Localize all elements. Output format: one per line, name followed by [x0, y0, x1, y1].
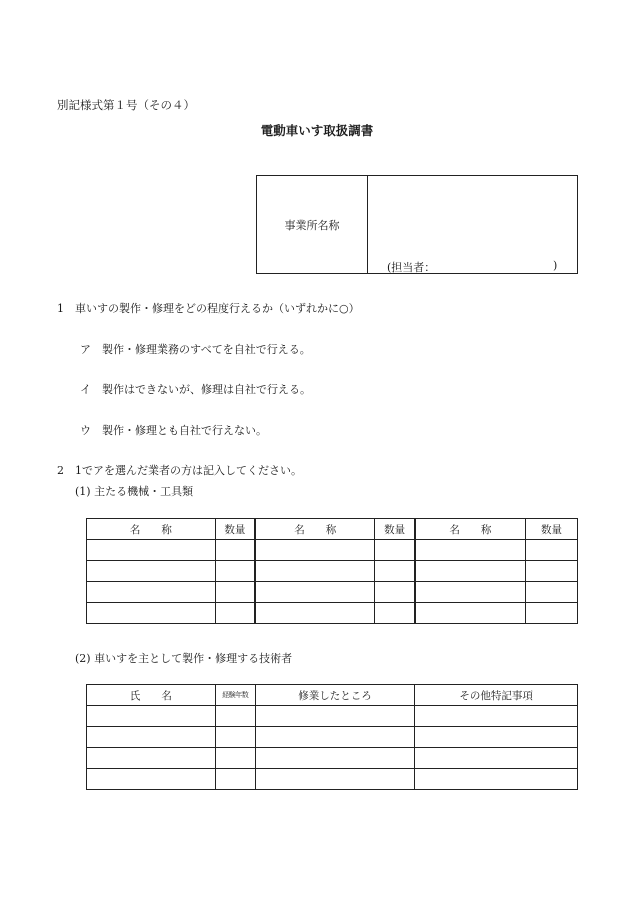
table-cell[interactable]	[375, 582, 415, 603]
staff-header-training: 修業したところ	[255, 685, 415, 706]
form-number: 別記様式第１号（その４）	[57, 98, 195, 112]
staff-header-notes: その他特記事項	[415, 685, 578, 706]
question-2: 2 1でアを選んだ業者の方は記入してください。	[57, 464, 302, 477]
table-cell[interactable]	[415, 603, 526, 624]
table-row	[87, 603, 578, 624]
table-cell[interactable]	[87, 603, 216, 624]
question-1: 1 車いすの製作・修理をどの程度行えるか（いずれかに○）	[57, 302, 360, 315]
table-cell[interactable]	[255, 603, 375, 624]
tools-subheading: (1) 主たる機械・工具類	[75, 485, 194, 498]
table-cell[interactable]	[215, 582, 255, 603]
option-a: ア 製作・修理業務のすべてを自社で行える。	[80, 343, 311, 356]
table-row	[87, 540, 578, 561]
document-title: 電動車いす取扱調書	[260, 123, 374, 138]
office-name-label: 事業所名称	[257, 176, 368, 273]
tools-header-qty: 数量	[215, 519, 255, 540]
office-manager-close: )	[553, 259, 558, 272]
table-cell[interactable]	[87, 561, 216, 582]
tools-header-row	[87, 519, 578, 540]
table-cell[interactable]	[415, 706, 578, 727]
table-cell[interactable]	[255, 748, 415, 769]
table-cell[interactable]	[215, 706, 255, 727]
staff-table	[86, 684, 578, 790]
table-row	[87, 748, 578, 769]
staff-header-row	[87, 685, 578, 706]
table-cell[interactable]	[87, 706, 216, 727]
tools-header-name: 名 称	[87, 519, 216, 540]
table-cell[interactable]	[215, 727, 255, 748]
table-cell[interactable]	[375, 540, 415, 561]
office-name-box	[256, 175, 578, 274]
table-row	[87, 769, 578, 790]
table-cell[interactable]	[255, 582, 375, 603]
table-cell[interactable]	[255, 727, 415, 748]
tools-header-name: 名 称	[415, 519, 526, 540]
tools-header-qty: 数量	[375, 519, 415, 540]
table-cell[interactable]	[255, 769, 415, 790]
table-cell[interactable]	[526, 603, 578, 624]
table-row	[87, 561, 578, 582]
table-cell[interactable]	[415, 748, 578, 769]
table-cell[interactable]	[87, 727, 216, 748]
table-row	[87, 727, 578, 748]
table-cell[interactable]	[215, 561, 255, 582]
table-cell[interactable]	[415, 727, 578, 748]
table-cell[interactable]	[255, 540, 375, 561]
table-cell[interactable]	[375, 603, 415, 624]
table-cell[interactable]	[415, 769, 578, 790]
table-row	[87, 706, 578, 727]
tools-table	[86, 518, 578, 624]
table-cell[interactable]	[375, 561, 415, 582]
staff-header-experience: 経験年数	[215, 685, 255, 706]
table-cell[interactable]	[87, 582, 216, 603]
table-cell[interactable]	[415, 540, 526, 561]
table-cell[interactable]	[255, 561, 375, 582]
table-cell[interactable]	[526, 540, 578, 561]
table-cell[interactable]	[215, 603, 255, 624]
table-cell[interactable]	[526, 582, 578, 603]
table-cell[interactable]	[87, 540, 216, 561]
option-u: ウ 製作・修理とも自社で行えない。	[80, 424, 267, 437]
table-cell[interactable]	[215, 769, 255, 790]
tools-header-name: 名 称	[255, 519, 375, 540]
table-row	[87, 582, 578, 603]
table-cell[interactable]	[526, 561, 578, 582]
staff-header-name: 氏 名	[87, 685, 216, 706]
option-i: イ 製作はできないが、修理は自社で行える。	[80, 383, 311, 396]
table-cell[interactable]	[415, 561, 526, 582]
tools-header-qty: 数量	[526, 519, 578, 540]
table-cell[interactable]	[255, 706, 415, 727]
table-cell[interactable]	[215, 748, 255, 769]
staff-subheading: (2) 車いすを主として製作・修理する技術者	[75, 652, 293, 665]
table-cell[interactable]	[87, 748, 216, 769]
office-manager-label: (担当者：	[387, 261, 436, 274]
table-cell[interactable]	[415, 582, 526, 603]
table-cell[interactable]	[87, 769, 216, 790]
table-cell[interactable]	[215, 540, 255, 561]
